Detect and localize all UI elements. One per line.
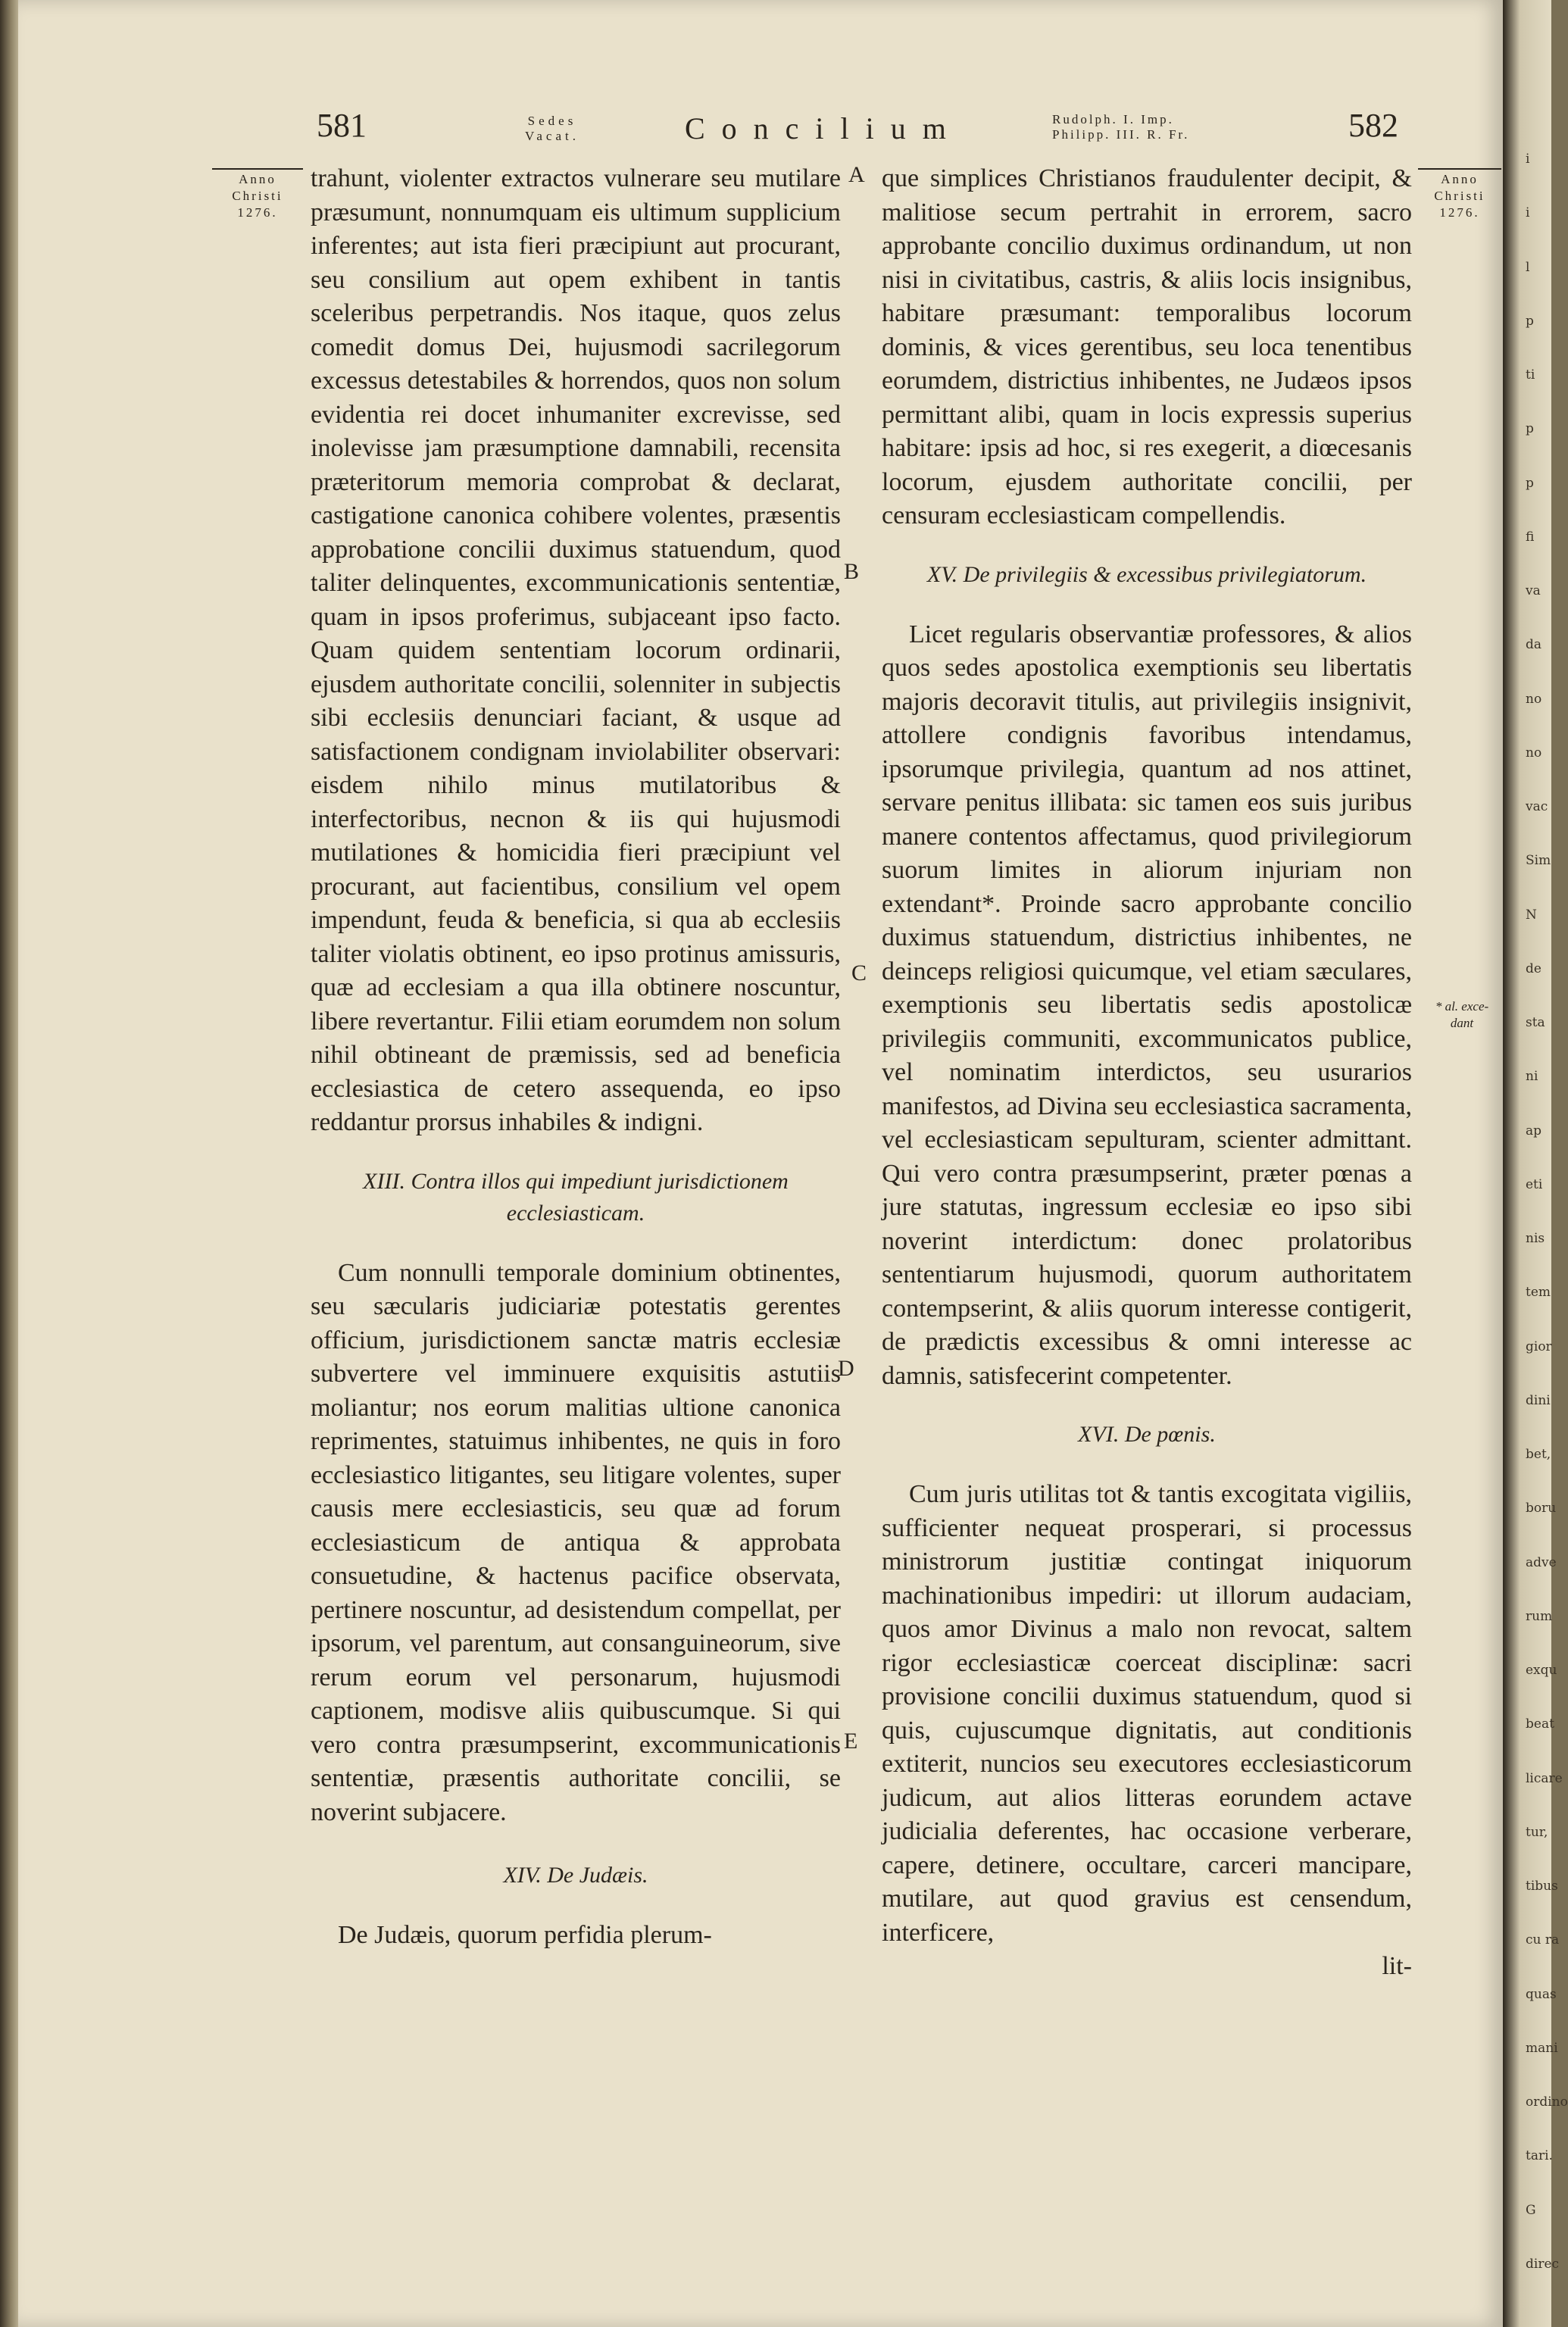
section-letter-c: C [851,960,867,985]
fragment-text: tur, [1526,1824,1548,1840]
fragment-text: G [1526,2202,1536,2218]
fragment-text: quas [1526,1986,1557,2002]
fragment-text: tibus [1526,1879,1558,1894]
fragment-text: de [1526,960,1541,976]
fragment-text: ti [1526,367,1535,383]
margin-year: 1276. [237,205,278,220]
margin-rule [1418,168,1501,170]
text-paragraph: Cum nonnulli temporale dominium obtinentes, seu sæcularis judiciariæ potestatis gerentes officium, jurisdictionem sanctæ matris ecclesiæ subvertere vel imminuere exquisitis astutiis moliantur; nos eorum malitias ultione canonica reprimentes, statuimus inhibentes, ne quis in foro ecclesiastico litigantes, seu litigare volentes, super causis mere ecclesiasticis, seu quæ ad forum ecclesiasticum de antiqua & approbata consuetudine, & hactenus pacifice observata, pertinere noscuntur, ad desistendum compellat, per ipsorum, vel parentum, aut consanguineorum, sive rerum eorum vel personarum, hujusmodi captionem, modisve aliis quibuscumque. Si qui vero contra præsumpserint, excommunicationis sententiæ, præsentis authoritate concilii, se noverint subjacere. [311,1258,841,1826]
section-letter-a: A [848,162,865,187]
fragment-text: direc [1526,2256,1560,2272]
catchword: lit- [1382,1952,1412,1980]
text-paragraph: que simplices Christianos fraudulenter decipit, & malitiose secum pertrahit in errorem, sacro approbante concilio duximus ordinandum, ut non nisi in civitatibus, castris, & aliis locis insignibus, habitare præsumant: temporalibus locorum dominis, & vices gerentibus, seu loca tenentibus eorumdem, districtius inhibentes, ne Judæos ipsos permittant alibi, quam in locis expressis superius habitare: ipsis ad hoc, si res exegerit, a diœcesanis locorum, ejusdem authoritate concilii, per censuram ecclesiasticam compellendis. [882,164,1412,529]
reign-line-1: Rudolph. I. Imp. [1052,112,1174,127]
section-letter-e: E [844,1729,858,1754]
fragment-text: p [1526,313,1534,329]
fragment-text: va [1526,583,1541,598]
fragment-text: licare [1526,1770,1563,1786]
fragment-text: N [1526,907,1537,923]
variant-reading-note [1424,998,1500,1032]
section-heading-xv: XV. De privilegiis & excessibus privilegiatorum. [926,561,1367,587]
fragment-text: ordino [1526,2094,1568,2110]
fragment-text: cu ra [1526,1932,1560,1948]
fragment-text: sta [1526,1015,1545,1030]
section-letter-b: B [844,559,860,584]
text-paragraph: De Judæis, quorum perfidia plerum- [338,1921,712,1949]
sede-vacat-note [503,114,601,144]
fragment-text: boru [1526,1501,1557,1516]
reign-line-2: Philipp. III. R. Fr. [1052,127,1190,142]
left-column [311,162,841,1953]
right-page-number: 582 [1348,107,1398,144]
vacat-line: Vacat. [524,129,579,143]
fragment-text: ni [1526,1069,1538,1085]
fragment-text: dini [1526,1392,1551,1408]
fragment-text: l [1526,259,1530,275]
next-page-fragments [1524,0,1568,2327]
fragment-text: mani [1526,2040,1558,2056]
margin-rule [212,168,303,170]
fragment-text: p [1526,421,1534,437]
margin-year: 1276. [1439,205,1480,220]
margin-year-right [1418,168,1501,221]
section-heading-xiv: XIV. De Judæis. [503,1863,648,1888]
right-column [882,162,1412,1984]
text-paragraph: trahunt, violenter extractos vulnerare seu mutilare præsumunt, nonnumquam eis ultimum supplicium inferentes; aut ista fieri præcipiunt aut procurant, seu consilium aut opem exhibent in tantis sceleribus perpetrandis. Nos itaque, quos zelus comedit domus Dei, hujusmodi sacrilegorum excessus detestabiles & horrendos, quos non solum evidentia rei docet inhumaniter excrevisse, sed inolevisse jam præsumptione damnabili, recensita præteritorum memoria comprobat & declarat, castigatione canonica cohibere volentes, præsentis approbatione concilii duximus statuendum, quod taliter delinquentes, excommunicationis sententiæ, quam in ipsos proferimus, subjaceant ipso facto. Quam quidem sententiam locorum ordinarii, ejusdem authoritate concilii, solenniter in subjectis sibi ecclesiis denunciari faciant, & usque ad satisfactionem condignam inviolabiliter observari: eisdem nihilo minus mutilatoribus & interfectoribus, necnon & iis qui hujusmodi mutilationes & homicidia fieri præcipiunt vel procurant, aut facientibus, consilium vel opem impendunt, feuda & beneficia, si qua ab ecclesiis taliter violatis obtinent, eo ipso protinus amissuris, quæ ad ecclesiam a qua illa obtinere noscuntur, libere revertantur. Filii etiam eorumdem non solum nihil obtineant de præmissis, sed ad beneficia ecclesiastica de cetero assequenda, eo ipso reddantur prorsus inhabiles & indigni. [311,164,841,1136]
sede-line: Sedes [527,114,577,128]
text-paragraph: Cum juris utilitas tot & tantis excogitata vigiliis, sufficienter nequeat prosperari, si processus ministrorum justitiæ contingat iniquorum machinationibus impediri: ut illorum audaciam, quos amor Divinus a malo non revocat, saltem rigor ecclesiasticæ coerceat disciplinæ: sacri provisione concilii duximus statuendum, quod si quis, cujuscumque dignitatis, aut conditionis extiterit, nuncios seu executores ecclesiasticorum judicum, aut alios litteras eorundem actave judicialia deferentes, hac occasione verberare, capere, detinere, occultare, carceri mancipare, mutilare, aut quod gravius est censendum, interficere, [882,1480,1412,1947]
variant-line-1: * al. exce- [1435,999,1489,1014]
fragment-text: beat [1526,1716,1554,1732]
margin-year-left [212,168,303,221]
margin-christi: Christi [1434,189,1485,203]
text-paragraph: Licet regularis observantiæ professores, & alios quos sedes apostolica exemptionis seu libertatis majoris decoravit titulis, aut privilegiis insignivit, attollere condignis favoribus intendamus, ipsorumque privilegia, quantum ad nos attinet, servare penitus illibata: sic tamen eos suis juribus manere contentos affectamus, quod privilegiorum suorum limites in aliorum injuriam non extendant*. Proinde sacro approbante concilio duximus statuendum, districtius inhibentes, ne deinceps religiosi quicumque, vel etiam sæculares, exemptionis seu libertatis sedis apostolicæ privilegiis communiti, excommunicatos publice, vel nominatim interdictos, seu usurarios manifestos, ad Divina seu ecclesiastica sacramenta, vel ecclesiasticam sepulturam, scienter admittant. Qui vero contra præsumpserint, præter pœnas a jure statutas, ingressum ecclesiæ eo ipso sibi noverint interdictum: donec prolatoribus sententiarum hujusmodi, quorum authoritatem contempserint, & aliis quorum interesse contigerit, de prædictis excessibus & omni interesse ac damnis, satisfecerint competenter. [882,620,1412,1390]
fragment-text: vac [1526,799,1548,814]
fragment-text: fi [1526,529,1535,545]
fragment-text: tem [1526,1285,1551,1301]
reign-note [1052,112,1189,142]
fragment-text: no [1526,691,1542,707]
book-page [18,0,1503,2327]
left-page-number: 581 [317,107,367,144]
margin-christi: Christi [232,189,283,203]
fragment-text: tari. [1526,2148,1553,2164]
fragment-text: gior [1526,1338,1552,1354]
fragment-text: adve [1526,1554,1557,1570]
fragment-text: da [1526,637,1542,653]
fragment-text: Sim [1526,853,1551,869]
section-heading-xvi: XVI. De pœnis. [1078,1422,1216,1447]
section-heading-xiii: XIII. Contra illos qui impediunt jurisdictionem ecclesiasticam. [363,1168,789,1226]
fragment-text: i [1526,151,1530,167]
variant-line-2: dant [1450,1016,1474,1030]
fragment-text: p [1526,475,1534,491]
margin-anno: Anno [239,172,276,186]
fragment-text: bet, [1526,1447,1551,1462]
running-title: Concilium [685,111,963,145]
book-binding [0,0,18,2327]
fragment-text: i [1526,205,1530,221]
fragment-text: exqu [1526,1663,1557,1678]
margin-anno: Anno [1441,172,1479,186]
fragment-text: ap [1526,1123,1542,1139]
fragment-text: nis [1526,1231,1545,1246]
fragment-text: no [1526,745,1542,761]
fragment-text: rum [1526,1608,1553,1624]
section-letter-d: D [838,1356,854,1381]
fragment-text: eti [1526,1176,1543,1192]
